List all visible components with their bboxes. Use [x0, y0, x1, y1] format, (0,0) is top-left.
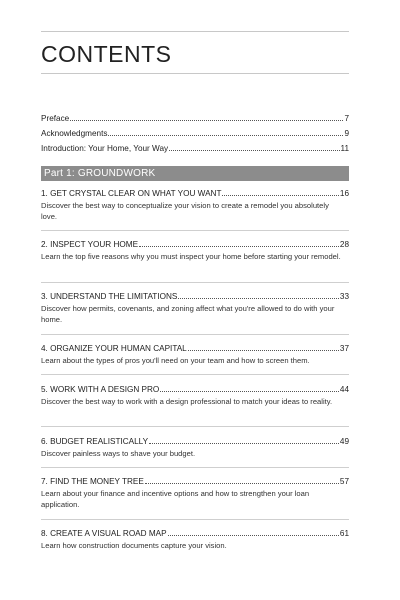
chapter-entry-2[interactable] — [41, 239, 349, 263]
chapter-entry-1[interactable] — [41, 188, 349, 222]
chapter-description: Discover how permits, covenants, and zoning affect what you're allowed to do with your home. — [41, 304, 335, 324]
chapter-page: 61 — [339, 529, 349, 538]
dot-leader — [222, 188, 338, 196]
chapter-entry-3[interactable] — [41, 291, 349, 325]
chapter-description: Discover painless ways to shave your budget. — [41, 449, 196, 458]
chapter-title: 6. BUDGET REALISTICALLY — [41, 437, 149, 446]
chapter-description: Learn about the types of pros you'll need on your team and how to screen them. — [41, 356, 310, 365]
divider — [41, 230, 349, 231]
divider — [41, 374, 349, 375]
divider — [41, 426, 349, 427]
dot-leader — [145, 476, 339, 484]
toc-entry-label: Preface — [41, 114, 70, 123]
chapter-page: 44 — [339, 385, 349, 394]
dot-leader — [169, 143, 339, 151]
divider — [41, 334, 349, 335]
part-heading: Part 1: GROUNDWORK — [44, 168, 156, 179]
toc-entry-introduction[interactable] — [41, 141, 349, 156]
toc-entry-label: Introduction: Your Home, Your Way — [41, 144, 169, 153]
dot-leader — [139, 239, 339, 247]
part-heading-bar — [41, 166, 349, 181]
chapter-description: Discover the best way to work with a design professional to match your ideas to reality. — [41, 397, 333, 406]
toc-entry-acknowledgments[interactable] — [41, 126, 349, 141]
chapter-title: 7. FIND THE MONEY TREE — [41, 477, 144, 486]
toc-entry-page: 7 — [344, 114, 349, 123]
dot-leader — [188, 343, 339, 351]
chapter-description: Learn about your finance and incentive options and how to strengthen your loan application. — [41, 489, 310, 509]
chapter-title: 3. UNDERSTAND THE LIMITATIONS — [41, 292, 178, 301]
chapter-title: 8. CREATE A VISUAL ROAD MAP — [41, 529, 167, 538]
chapter-title: 4. ORGANIZE YOUR HUMAN CAPITAL — [41, 344, 187, 353]
page-title: CONTENTS — [41, 41, 172, 67]
chapter-entry-7[interactable] — [41, 476, 349, 510]
chapter-entry-4[interactable] — [41, 343, 349, 367]
chapter-title: 1. GET CRYSTAL CLEAR ON WHAT YOU WANT — [41, 189, 222, 198]
dot-leader — [178, 291, 339, 299]
divider — [41, 467, 349, 468]
chapter-entry-8[interactable] — [41, 528, 349, 552]
chapter-page: 49 — [339, 437, 349, 446]
dot-leader — [70, 113, 343, 121]
dot-leader — [108, 128, 343, 136]
chapter-title: 2. INSPECT YOUR HOME — [41, 240, 139, 249]
chapter-page: 33 — [339, 292, 349, 301]
chapter-page: 57 — [339, 477, 349, 486]
chapter-title: 5. WORK WITH A DESIGN PRO — [41, 385, 160, 394]
divider — [41, 519, 349, 520]
front-matter-list — [41, 111, 349, 156]
chapter-page: 37 — [339, 344, 349, 353]
dot-leader — [149, 436, 339, 444]
chapter-page: 16 — [339, 189, 349, 198]
toc-entry-preface[interactable] — [41, 111, 349, 126]
toc-entry-page: 9 — [344, 129, 349, 138]
chapter-page: 28 — [339, 240, 349, 249]
title-rule — [41, 73, 349, 74]
dot-leader — [168, 528, 339, 536]
divider — [41, 282, 349, 283]
chapter-entry-5[interactable] — [41, 384, 349, 408]
toc-entry-label: Acknowledgments — [41, 129, 108, 138]
chapter-description: Discover the best way to conceptualize your vision to create a remodel you absolutely love. — [41, 201, 329, 221]
chapter-description: Learn the top five reasons why you must inspect your home before starting your remodel. — [41, 252, 341, 261]
chapter-description: Learn how construction documents capture your vision. — [41, 541, 227, 550]
top-rule — [41, 31, 349, 32]
chapter-entry-6[interactable] — [41, 436, 349, 460]
dot-leader — [160, 384, 339, 392]
toc-entry-page: 11 — [340, 144, 349, 153]
